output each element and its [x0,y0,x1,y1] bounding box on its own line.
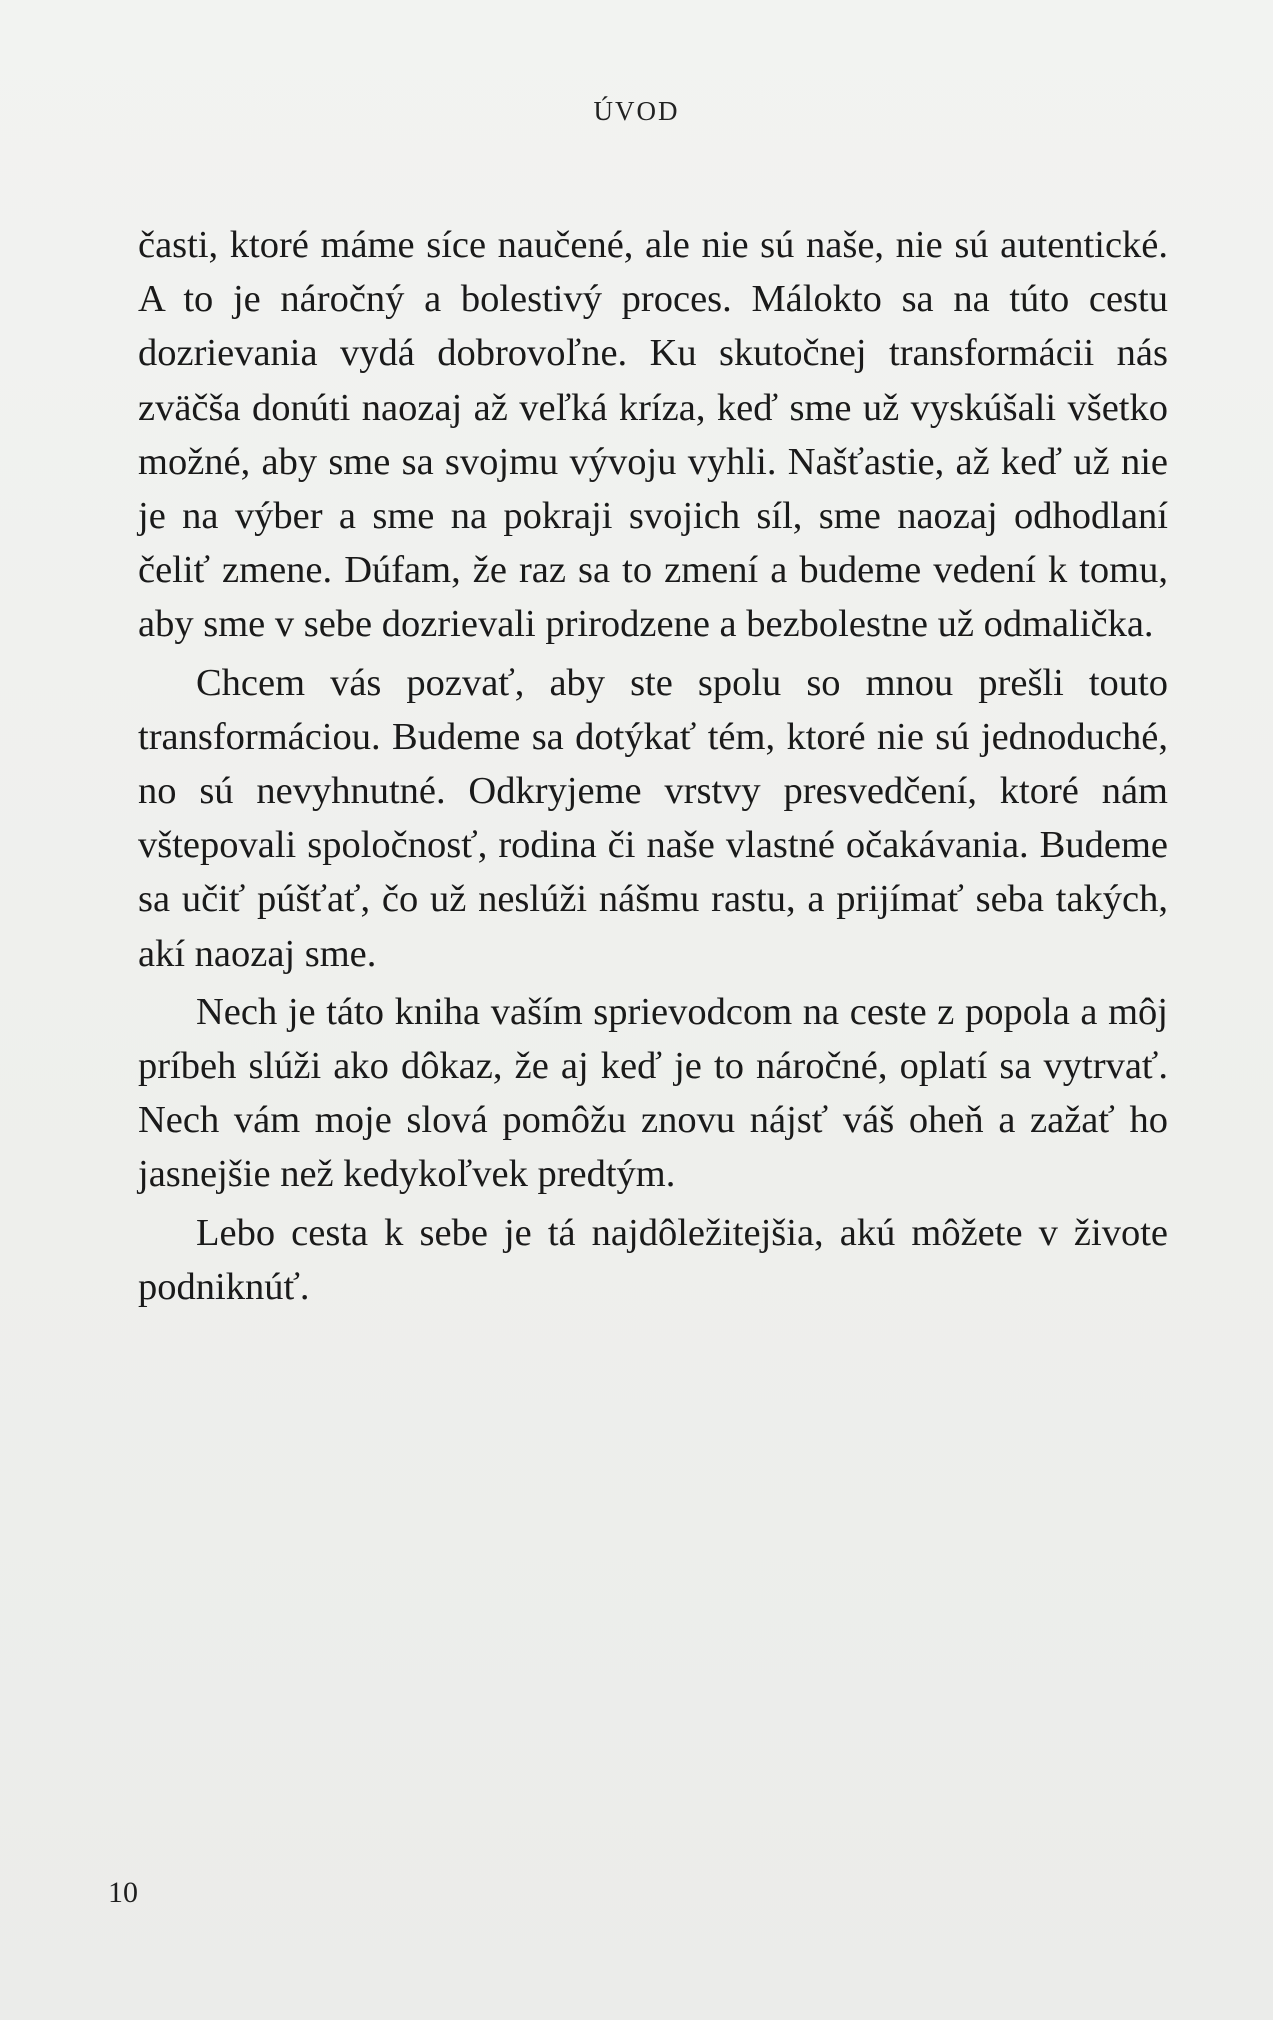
paragraph-4: Lebo cesta k sebe je tá najdôležitejšia, akú môžete v živote podniknúť. [138,1211,1168,1308]
page-number: 10 [108,1876,138,1909]
body-text [138,218,1168,1318]
paragraph-2: Chcem vás pozvať, aby ste spolu so mnou prešli touto transformáciou. Budeme sa dotýkať tém, ktoré nie sú jednoduché, no sú nevyhnutné. Odkryjeme vrstvy presvedčení, ktoré nám vštepovali spoločnosť, rodina či naše vlastné očakávania. Budeme sa učiť púšťať, čo už neslúži nášmu rastu, a prijímať seba takých, akí naozaj sme. [138,661,1168,975]
running-header: ÚVOD [593,96,680,126]
paragraph-3: Nech je táto kniha vaším sprievodcom na ceste z popola a môj príbeh slúži ako dôkaz, že aj keď je to náročné, oplatí sa vytrvať. Nech vám moje slová pomôžu znovu nájsť váš oheň a zažať ho jasnejšie než kedykoľvek predtým. [138,990,1168,1196]
paragraph-1: časti, ktoré máme síce naučené, ale nie sú naše, nie sú autentické. A to je náročný a bolestivý proces. Málokto sa na túto cestu dozrievania vydá dobrovoľne. Ku skutočnej transformácii nás zväčša donúti naozaj až veľká kríza, keď sme už vyskúšali všetko možné, aby sme sa svojmu vývoju vyhli. Našťastie, až keď už nie je na výber a sme na pokraji svojich síl, sme naozaj odhodlaní čeliť zmene. Dúfam, že raz sa to zmení a budeme vedení k tomu, aby sme v sebe dozrievali prirodzene a bezbolestne už odmalička. [138,224,1168,646]
